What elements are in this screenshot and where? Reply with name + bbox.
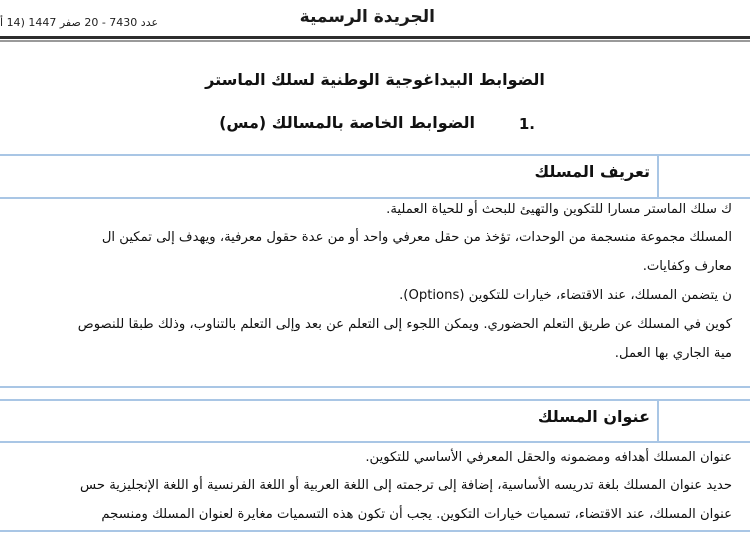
block-heading: تعريف المسلك bbox=[534, 162, 650, 181]
paragraph-line: مية الجاري بها العمل. bbox=[614, 346, 732, 361]
paragraph-line: ك سلك الماستر مسارا للتكوين والتهيئ للبحث أو للحياة العملية. bbox=[386, 202, 732, 217]
section-title: الضوابط الخاصة بالمسالك (مس) bbox=[219, 113, 475, 132]
paragraph-line: كوين في المسلك عن طريق التعلم الحضوري. ويمكن اللجوء إلى التعلم عن بعد وإلى التعلم بالتناوب، وذلك طبقا للنصوص bbox=[77, 317, 732, 332]
header-rule bbox=[0, 36, 750, 39]
block-heading: عنوان المسلك bbox=[537, 407, 650, 426]
paragraph-line: عنوان المسلك، عند الاقتضاء، تسميات خيارات التكوين. يجب أن تكون هذه التسميات مغايرة لعنوان المسلك ومنسجم bbox=[101, 507, 732, 522]
cell-divider bbox=[657, 156, 659, 197]
publication-title: الجريدة الرسمية bbox=[299, 7, 435, 27]
paragraph-line: معارف وكفايات. bbox=[642, 259, 732, 274]
heading-box-track-title bbox=[0, 399, 750, 443]
header-rule-secondary bbox=[0, 40, 750, 42]
table-rule bbox=[0, 386, 750, 388]
cell-divider bbox=[657, 401, 659, 441]
paragraph-line: المسلك مجموعة منسجمة من الوحدات، تؤخذ من حقل معرفي واحد أو من عدة حقول معرفية، ويهدف إلى تمكين ال bbox=[101, 230, 732, 245]
document-title: الضوابط البيداغوجية الوطنية لسلك الماستر bbox=[205, 70, 545, 89]
paragraph-line: عنوان المسلك أهدافه ومضمونه والحقل المعرفي الأساسي للتكوين. bbox=[365, 450, 732, 465]
paragraph-line: حديد عنوان المسلك بلغة تدريسه الأساسية، إضافة إلى ترجمته إلى اللغة العربية أو اللغة الفرنسية أو اللغة الإنجليزية حس bbox=[80, 478, 732, 493]
heading-box-track-definition bbox=[0, 154, 750, 199]
section-number: 1. bbox=[518, 115, 535, 133]
table-rule-bottom bbox=[0, 530, 750, 532]
paragraph-line: ن يتضمن المسلك، عند الاقتضاء، خيارات للتكوين (Options). bbox=[399, 288, 732, 303]
issue-info: عدد 7430 - 20 صفر 1447 (14 أ bbox=[0, 16, 159, 29]
